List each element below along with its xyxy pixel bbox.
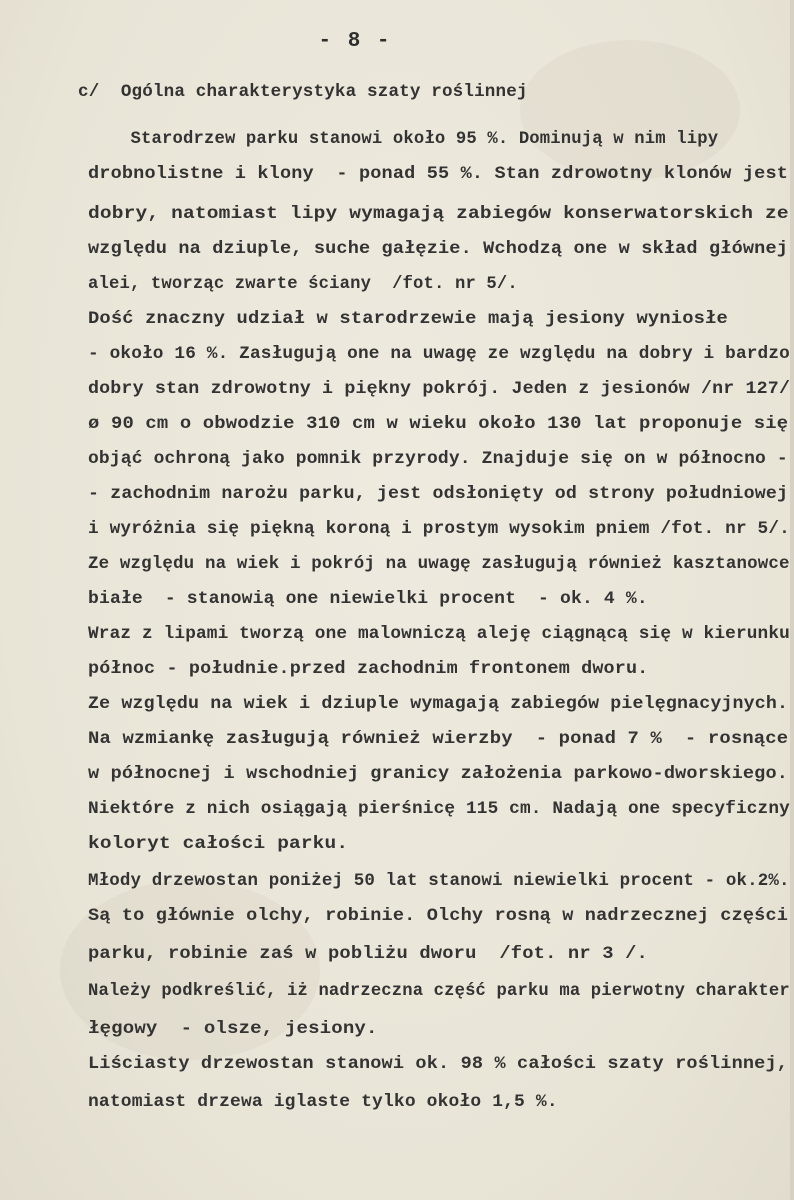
text-line: dobry, natomiast lipy wymagają zabiegów konserwatorskich ze	[88, 205, 789, 224]
text-line: drobnolistne i klony - ponad 55 %. Stan zdrowotny klonów jest	[88, 165, 789, 184]
page-edge	[790, 0, 794, 1200]
text-line: natomiast drzewa iglaste tylko około 1,5 %.	[88, 1093, 558, 1112]
text-line: Należy podkreślić, iż nadrzeczna część parku ma pierwotny charakter	[88, 982, 790, 1001]
text-line: koloryt całości parku.	[88, 835, 349, 854]
section-heading: c/ Ogólna charakterystyka szaty roślinnej	[78, 83, 528, 102]
text-line: w północnej i wschodniej granicy założenia parkowo-dworskiego.	[88, 765, 789, 784]
text-line: Niektóre z nich osiągają pierśnicę 115 cm. Nadają one specyficzny	[88, 800, 790, 819]
text-line: Dość znaczny udział w starodrzewie mają jesiony wyniosłe	[88, 310, 728, 329]
text-line: Starodrzew parku stanowi około 95 %. Dominują w nim lipy	[78, 130, 719, 149]
text-line: Liściasty drzewostan stanowi ok. 98 % całości szaty roślinnej,	[88, 1055, 789, 1074]
text-line: objąć ochroną jako pomnik przyrody. Znajduje się on w północno -	[88, 450, 788, 469]
text-line: Ze względu na wiek i dziuple wymagają zabiegów pielęgnacyjnych.	[88, 695, 789, 714]
text-line: północ - południe.przed zachodnim frontonem dworu.	[88, 660, 649, 679]
text-line: ø 90 cm o obwodzie 310 cm w wieku około 130 lat proponuje się	[88, 415, 789, 434]
text-line: alei, tworząc zwarte ściany /fot. nr 5/.	[88, 275, 518, 294]
text-line: Na wzmiankę zasługują również wierzby - ponad 7 % - rosnące	[88, 730, 789, 749]
text-line: Młody drzewostan poniżej 50 lat stanowi niewielki procent - ok.2%.	[88, 872, 790, 891]
text-line: łęgowy - olsze, jesiony.	[88, 1020, 378, 1039]
text-line: i wyróżnia się piękną koroną i prostym wysokim pniem /fot. nr 5/.	[88, 520, 790, 539]
text-line: białe - stanowią one niewielki procent - ok. 4 %.	[88, 590, 648, 609]
text-line: Są to głównie olchy, robinie. Olchy rosną w nadrzecznej części	[88, 907, 789, 926]
text-line: - około 16 %. Zasługują one na uwagę ze względu na dobry i bardzo	[88, 345, 790, 364]
text-line: dobry stan zdrowotny i piękny pokrój. Jeden z jesionów /nr 127/	[88, 380, 791, 399]
page-number: - 8 -	[318, 30, 392, 53]
text-line: parku, robinie zaś w pobliżu dworu /fot. nr 3 /.	[88, 945, 648, 964]
text-line: - zachodnim narożu parku, jest odsłonięty od strony południowej	[88, 485, 789, 504]
text-line: względu na dziuple, suche gałęzie. Wchodzą one w skład głównej	[88, 240, 789, 259]
paper-stain	[520, 40, 740, 180]
text-line: Ze względu na wiek i pokrój na uwagę zasługują również kasztanowce	[88, 555, 790, 574]
text-line: Wraz z lipami tworzą one malowniczą aleję ciągnącą się w kierunku	[88, 625, 790, 644]
